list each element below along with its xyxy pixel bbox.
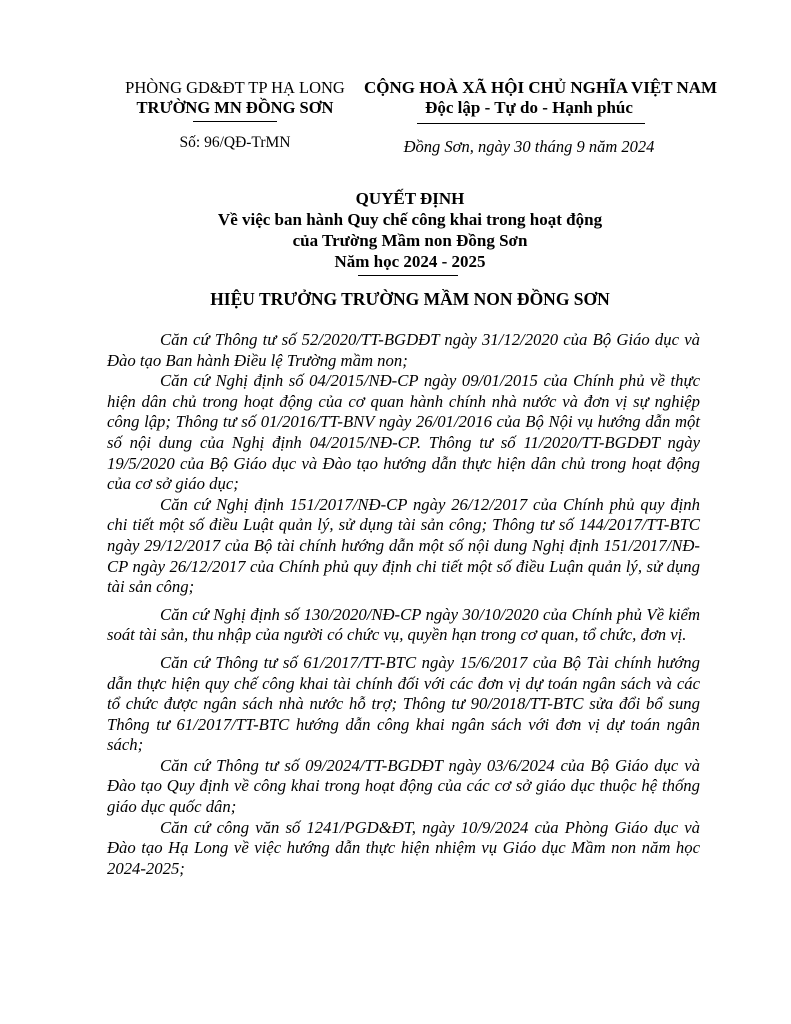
issuing-authority: HIỆU TRƯỞNG TRƯỜNG MẦM NON ĐỒNG SƠN bbox=[210, 289, 610, 309]
basis-paragraph: Căn cứ Thông tư số 61/2017/TT-BTC ngày 15/6/2017 của Bộ Tài chính hướng dẫn thực hiện quy chế công khai tài chính đối với các đơn vị dự toán ngân sách và các tổ chức được ngân sách nhà nước hỗ trợ; Thông tư 90/2018/TT-BTC sửa đổi bổ sung Thông tư 61/2017/TT-BTC hướng dẫn công khai ngân sách với đơn vị dự toán ngân sách; bbox=[107, 652, 700, 755]
basis-paragraph: Căn cứ công văn số 1241/PGD&ĐT, ngày 10/9/2024 của Phòng Giáo dục và Đào tạo Hạ Long về việc hướng dẫn thực hiện nhiệm vụ Giáo dục Mầm non năm học 2024-2025; bbox=[107, 817, 700, 878]
title-line-1: QUYẾT ĐỊNH bbox=[355, 189, 465, 208]
title-line-2: Về việc ban hành Quy chế công khai trong hoạt động bbox=[217, 210, 603, 229]
basis-paragraph: Căn cứ Nghị định 151/2017/NĐ-CP ngày 26/12/2017 của Chính phủ quy định chi tiết một số điều Luật quản lý, sử dụng tài sản công; Thông tư số 144/2017/TT-BTC ngày 29/12/2017 của Bộ tài chính hướng dẫn một số nội dung Nghị định 151/2017/NĐ-CP ngày 26/12/2017 của Chính phủ quy định chi tiết một số điều Luận quản lý, sử dụng tài sản công; bbox=[107, 494, 700, 597]
national-motto: Độc lập - Tự do - Hạnh phúc bbox=[425, 98, 633, 117]
legal-bases bbox=[107, 330, 700, 879]
school-name: TRƯỜNG MN ĐỒNG SƠN bbox=[136, 98, 334, 117]
national-name: CỘNG HOÀ XÃ HỘI CHỦ NGHĨA VIỆT NAM bbox=[364, 78, 718, 97]
title-underline bbox=[358, 275, 458, 276]
basis-paragraph: Căn cứ Thông tư số 52/2020/TT-BGDĐT ngày 31/12/2020 của Bộ Giáo dục và Đào tạo Ban hành Điều lệ Trường mầm non; bbox=[107, 330, 700, 370]
issuer-underline bbox=[193, 121, 277, 122]
basis-paragraph: Căn cứ Nghị định số 130/2020/NĐ-CP ngày 30/10/2020 của Chính phủ Về kiểm soát tài sản, thu nhập của người có chức vụ, quyền hạn trong cơ quan, tổ chức, đơn vị. bbox=[107, 604, 700, 645]
issuer-block bbox=[104, 78, 366, 118]
decision-title bbox=[90, 188, 730, 272]
place-date: Đồng Sơn, ngày 30 tháng 9 năm 2024 bbox=[403, 137, 655, 156]
basis-paragraph: Căn cứ Nghị định số 04/2015/NĐ-CP ngày 09/01/2015 của Chính phủ về thực hiện dân chủ trong hoạt động của cơ quan hành chính nhà nước và đơn vị sự nghiệp công lập; Thông tư số 01/2016/TT-BNV ngày 26/01/2016 của Bộ Nội vụ hướng dẫn một số nội dung của Nghị định 04/2015/NĐ-CP. Thông tư số 11/2020/TT-BGDĐT ngày 19/5/2020 của Bộ Giáo dục và Đào tạo hướng dẫn thực hiện dân chủ trong hoạt động của cơ sở giáo dục; bbox=[107, 371, 700, 494]
motto-underline bbox=[417, 123, 645, 124]
issuing-agency: PHÒNG GD&ĐT TP HẠ LONG bbox=[125, 78, 345, 97]
document-number: Số: 96/QĐ-TrMN bbox=[179, 134, 291, 151]
basis-paragraph: Căn cứ Thông tư số 09/2024/TT-BGDĐT ngày 03/6/2024 của Bộ Giáo dục và Đào tạo Quy định về công khai trong hoạt động của các cơ sở giáo dục thuộc hệ thống giáo dục quốc dân; bbox=[107, 755, 700, 817]
national-heading bbox=[364, 78, 718, 118]
title-line-4: Năm học 2024 - 2025 bbox=[334, 252, 486, 271]
title-line-3: của Trường Mầm non Đồng Sơn bbox=[292, 231, 528, 250]
